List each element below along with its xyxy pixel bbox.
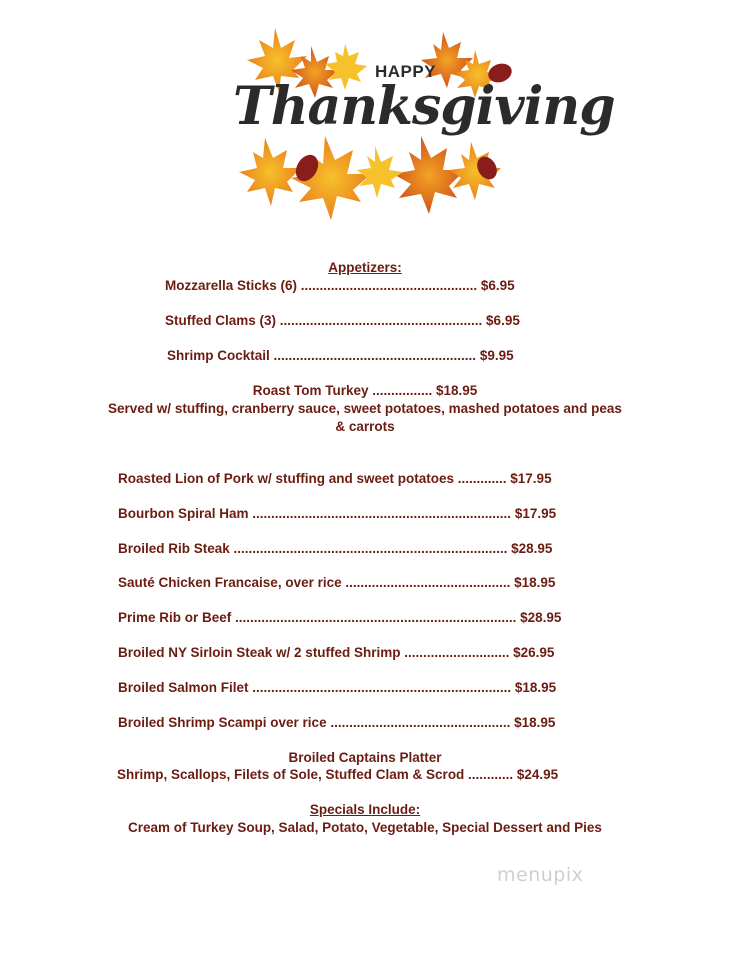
platter-item: Shrimp, Scallops, Filets of Sole, Stuffed Clam & Scrod ............ $24.95 [117, 767, 559, 782]
thanksgiving-title: Thanksgiving [233, 76, 615, 137]
entree-item: Sauté Chicken Francaise, over rice ............................................ $18.95 [118, 575, 556, 590]
turkey-title: Roast Tom Turkey ................ $18.95 [252, 383, 478, 398]
appetizer-item: Mozzarella Sticks (6) ............................................... $6.95 [165, 278, 515, 293]
appetizer-item: Shrimp Cocktail ...................................................... $9.95 [167, 348, 514, 363]
specials-heading: Specials Include: [309, 802, 421, 817]
appetizer-item: Stuffed Clams (3) ...................................................... $6.95 [165, 313, 520, 328]
thanksgiving-logo [225, 18, 615, 228]
entree-item: Roasted Lion of Pork w/ stuffing and sweet potatoes ............. $17.95 [118, 471, 552, 486]
entree-item: Broiled Rib Steak ......................................................................... $28.95 [118, 541, 553, 556]
entree-item: Bourbon Spiral Ham ..................................................................... $17.95 [118, 506, 557, 521]
specials-line: Cream of Turkey Soup, Salad, Potato, Vegetable, Special Dessert and Pies [128, 820, 602, 835]
entree-item: Broiled Shrimp Scampi over rice ................................................ $18.95 [118, 715, 556, 730]
entree-item: Broiled Salmon Filet ..................................................................... $18.95 [118, 680, 557, 695]
platter-title: Broiled Captains Platter [288, 750, 442, 765]
menupix-watermark: menupix [497, 864, 584, 886]
turkey-description-cont: & carrots [335, 419, 395, 434]
entree-item: Broiled NY Sirloin Steak w/ 2 stuffed Shrimp ............................ $26.95 [118, 645, 555, 660]
turkey-description: Served w/ stuffing, cranberry sauce, sweet potatoes, mashed potatoes and peas [108, 401, 622, 416]
happy-text: HAPPY [375, 62, 437, 81]
appetizers-heading: Appetizers: [328, 260, 402, 275]
entree-item: Prime Rib or Beef ........................................................................... $28.95 [118, 610, 562, 625]
